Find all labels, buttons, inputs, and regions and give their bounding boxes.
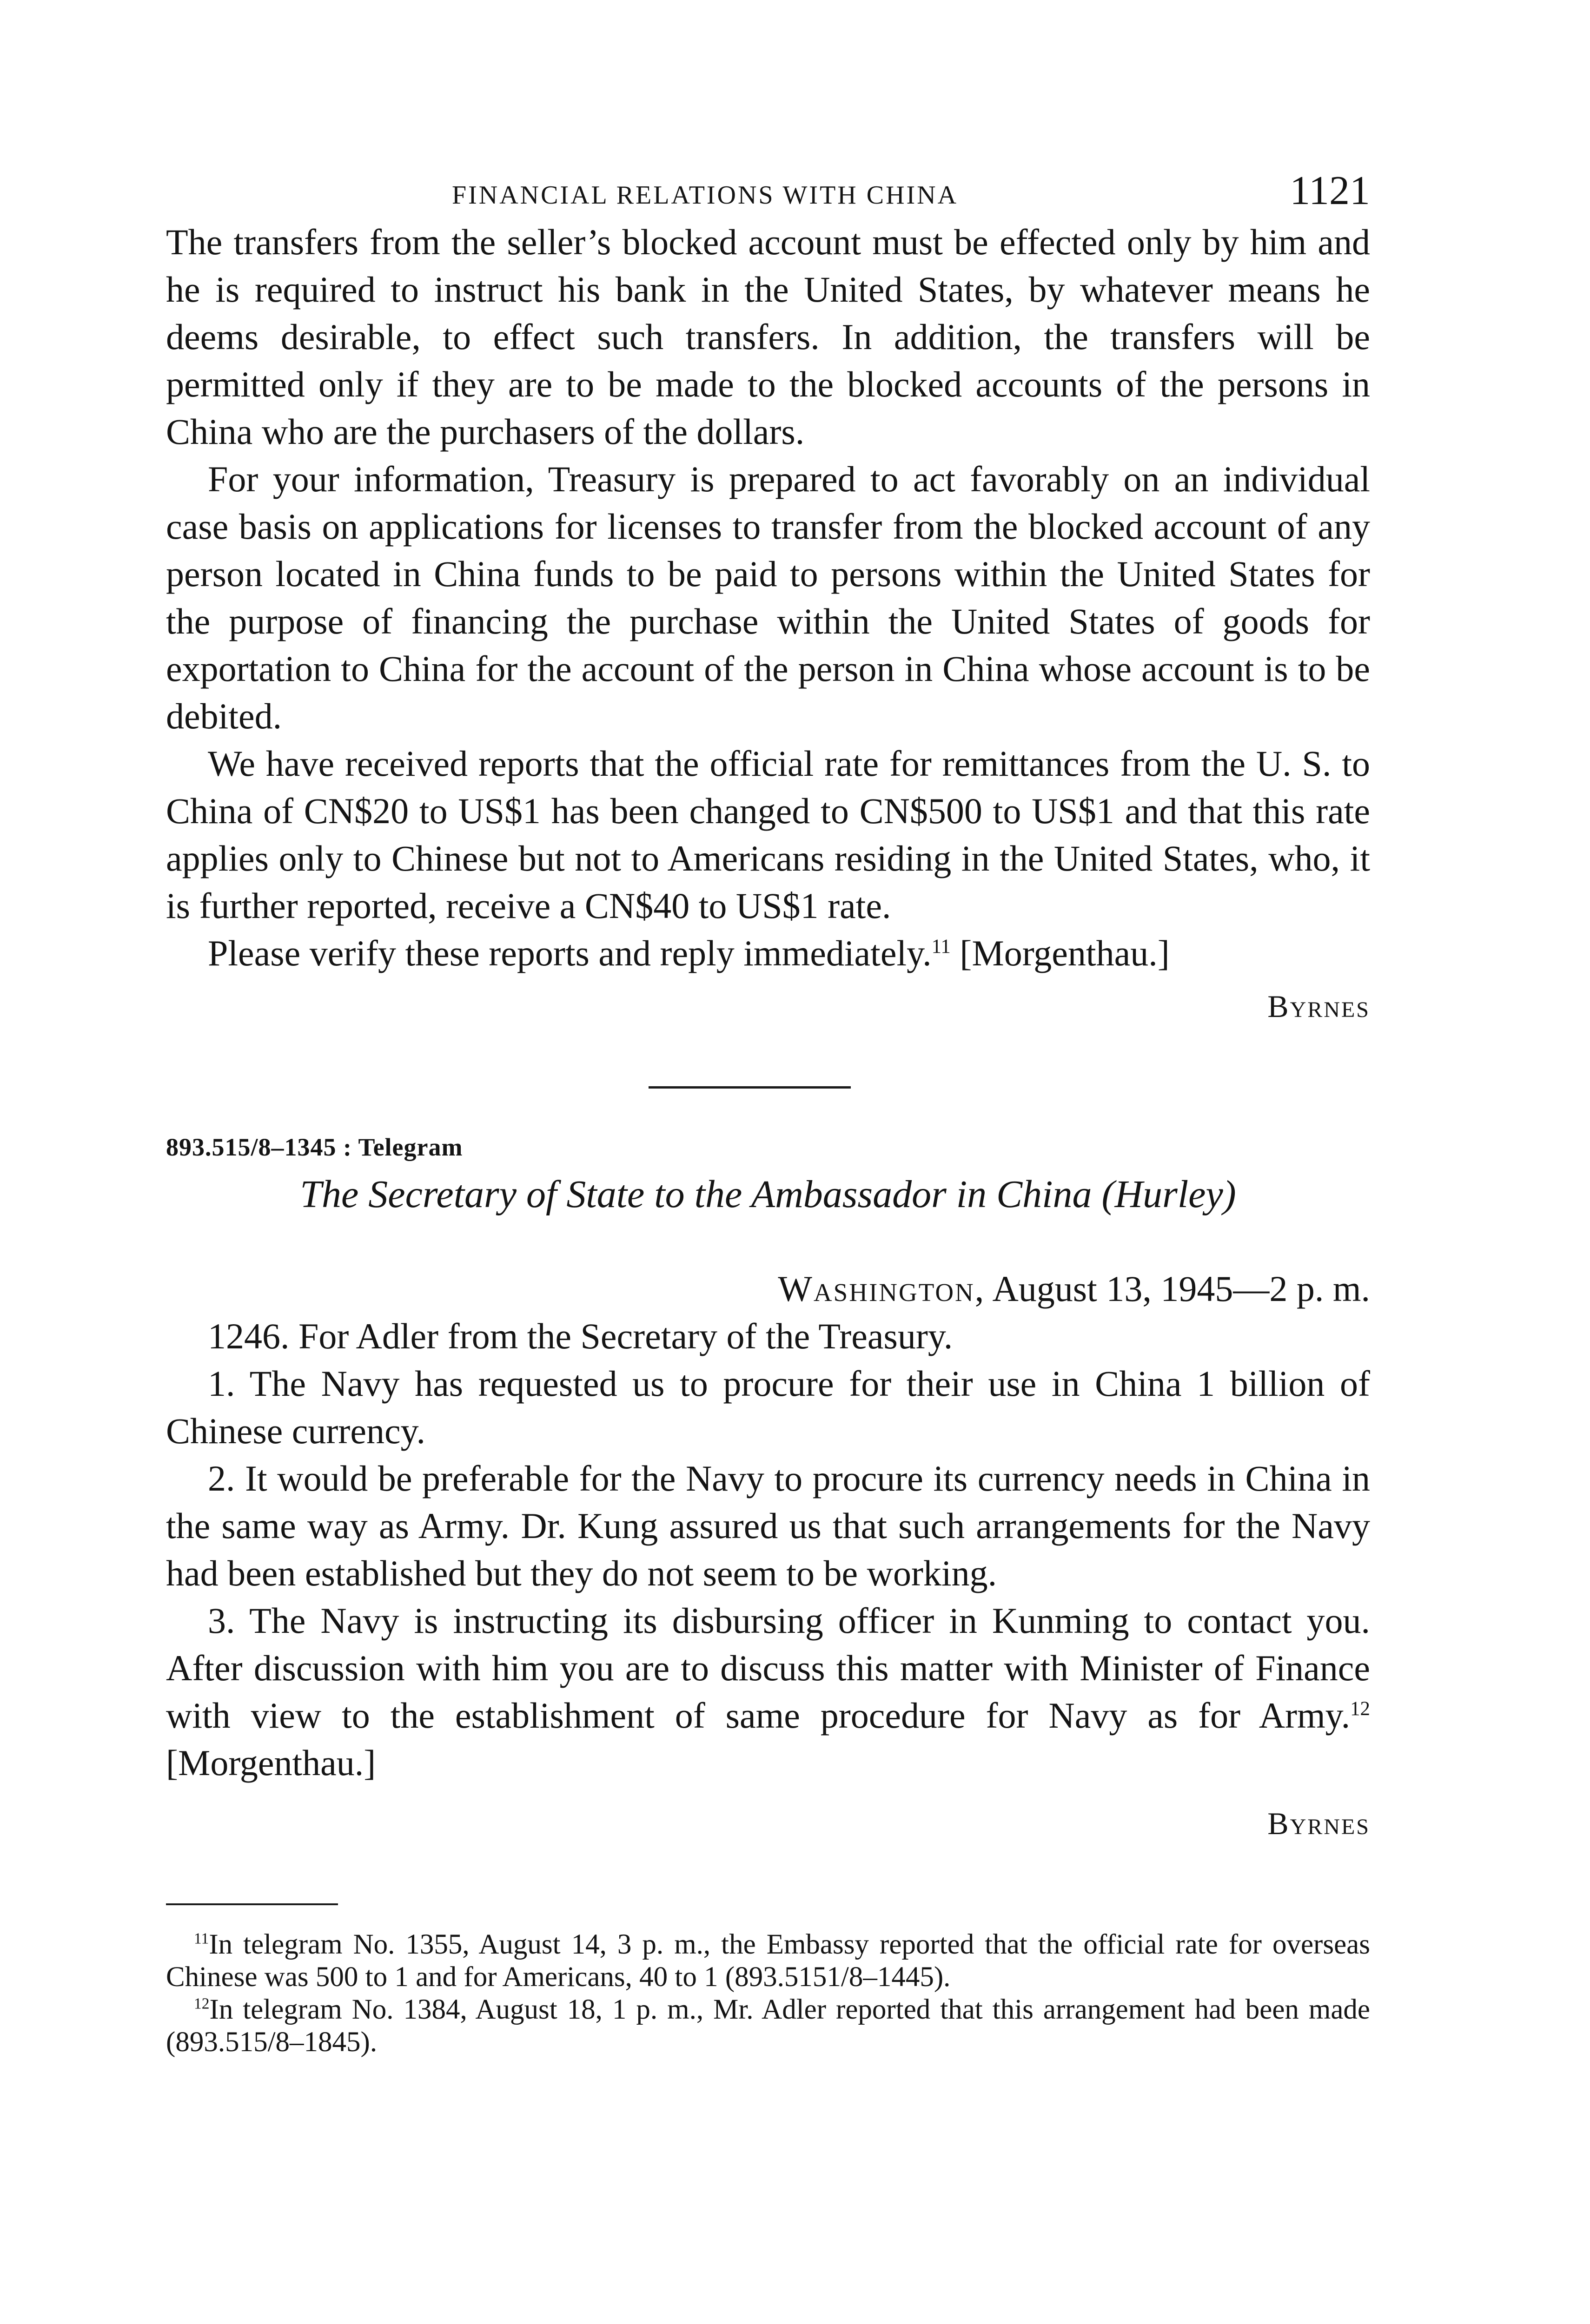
running-title: FINANCIAL RELATIONS WITH CHINA xyxy=(452,181,959,210)
paragraph-item-3 xyxy=(166,1597,1370,1787)
dateline xyxy=(166,1268,1370,1310)
footnote-ref-11[interactable]: 11 xyxy=(931,936,951,957)
page-header xyxy=(166,167,1370,218)
footnote-12 xyxy=(166,1994,1370,2059)
footnotes xyxy=(166,1928,1370,2059)
footnote-mark-11: 11 xyxy=(194,1930,209,1948)
paragraph-item-1: 1. The Navy has requested us to procure for their use in China 1 billion of Chinese currency. xyxy=(166,1363,1370,1451)
section-2-body xyxy=(166,1313,1370,1787)
paragraph-1246: 1246. For Adler from the Secretary of the Treasury. xyxy=(208,1316,953,1356)
document-page xyxy=(166,167,1370,2059)
signature-byrnes-2: Byrnes xyxy=(1267,1806,1370,1841)
footnote-11 xyxy=(166,1928,1370,1994)
section-1-body xyxy=(166,218,1370,1025)
footnote-mark-12: 12 xyxy=(194,1995,210,2013)
item-3-text: 3. The Navy is instructing its disbursing officer in Kunming to contact you. After discussion with him you are to discuss this matter with Minister of Finance with view to the establishment of same procedure for Navy as for Army. xyxy=(166,1600,1370,1736)
dateline-place: Washington, xyxy=(778,1268,986,1309)
dateline-date: August 13, 1945—2 p. m. xyxy=(985,1268,1370,1309)
footnote-12-text: In telegram No. 1384, August 18, 1 p. m., Mr. Adler reported that this arrangement had been made (893.515/8–1845). xyxy=(166,1994,1370,2058)
item-3-attribution: [Morgenthau.] xyxy=(166,1743,376,1783)
section-2 xyxy=(166,1133,1370,1842)
footnote-11-text: In telegram No. 1355, August 14, 3 p. m., the Embassy reported that the official rate for overseas Chinese was 500 to 1 and for Americans, 40 to 1 (893.5151/8–1445). xyxy=(166,1929,1370,1993)
footnote-rule xyxy=(166,1903,338,1905)
paragraph-information: For your information, Treasury is prepared to act favorably on an individual case basis on applications for licenses to transfer from the blocked account of any person located in China funds to be paid to persons within the United States for the purpose of financing the purchase within the United States of goods for exportation to China for the account of the person in China whose account is to be debited. xyxy=(166,459,1370,736)
file-reference: 893.515/8–1345 : Telegram xyxy=(166,1133,463,1161)
section-divider xyxy=(649,1086,851,1089)
document-title: The Secretary of State to the Ambassador in China (Hurley) xyxy=(300,1173,1236,1216)
verify-attribution: [Morgenthau.] xyxy=(950,933,1170,973)
paragraph-verify xyxy=(166,930,1370,977)
paragraph-transfers: The transfers from the seller’s blocked account must be effected only by him and he is required to instruct his bank in the United States, by whatever means he deems desirable, to effect such transfers. In addition, the transfers will be permitted only if they are to be made to the blocked accounts of the persons in China who are the purchasers of the dollars. xyxy=(166,222,1370,452)
page-number: 1121 xyxy=(1290,168,1370,213)
footnote-ref-12[interactable]: 12 xyxy=(1350,1698,1370,1720)
paragraph-reports: We have received reports that the official rate for remittances from the U. S. to China of CN$20 to US$1 has been changed to CN$500 to US$1 and that this rate applies only to Chinese but not to Americans residing in the United States, who, it is further reported, receive a CN$40 to US$1 rate. xyxy=(166,743,1370,926)
signature-byrnes-1: Byrnes xyxy=(1267,989,1370,1024)
paragraph-item-2: 2. It would be preferable for the Navy to procure its currency needs in China in the same way as Army. Dr. Kung assured us that such arrangements for the Navy had been established but they do not seem to be working. xyxy=(166,1458,1370,1593)
verify-text: Please verify these reports and reply immediately. xyxy=(208,933,932,973)
